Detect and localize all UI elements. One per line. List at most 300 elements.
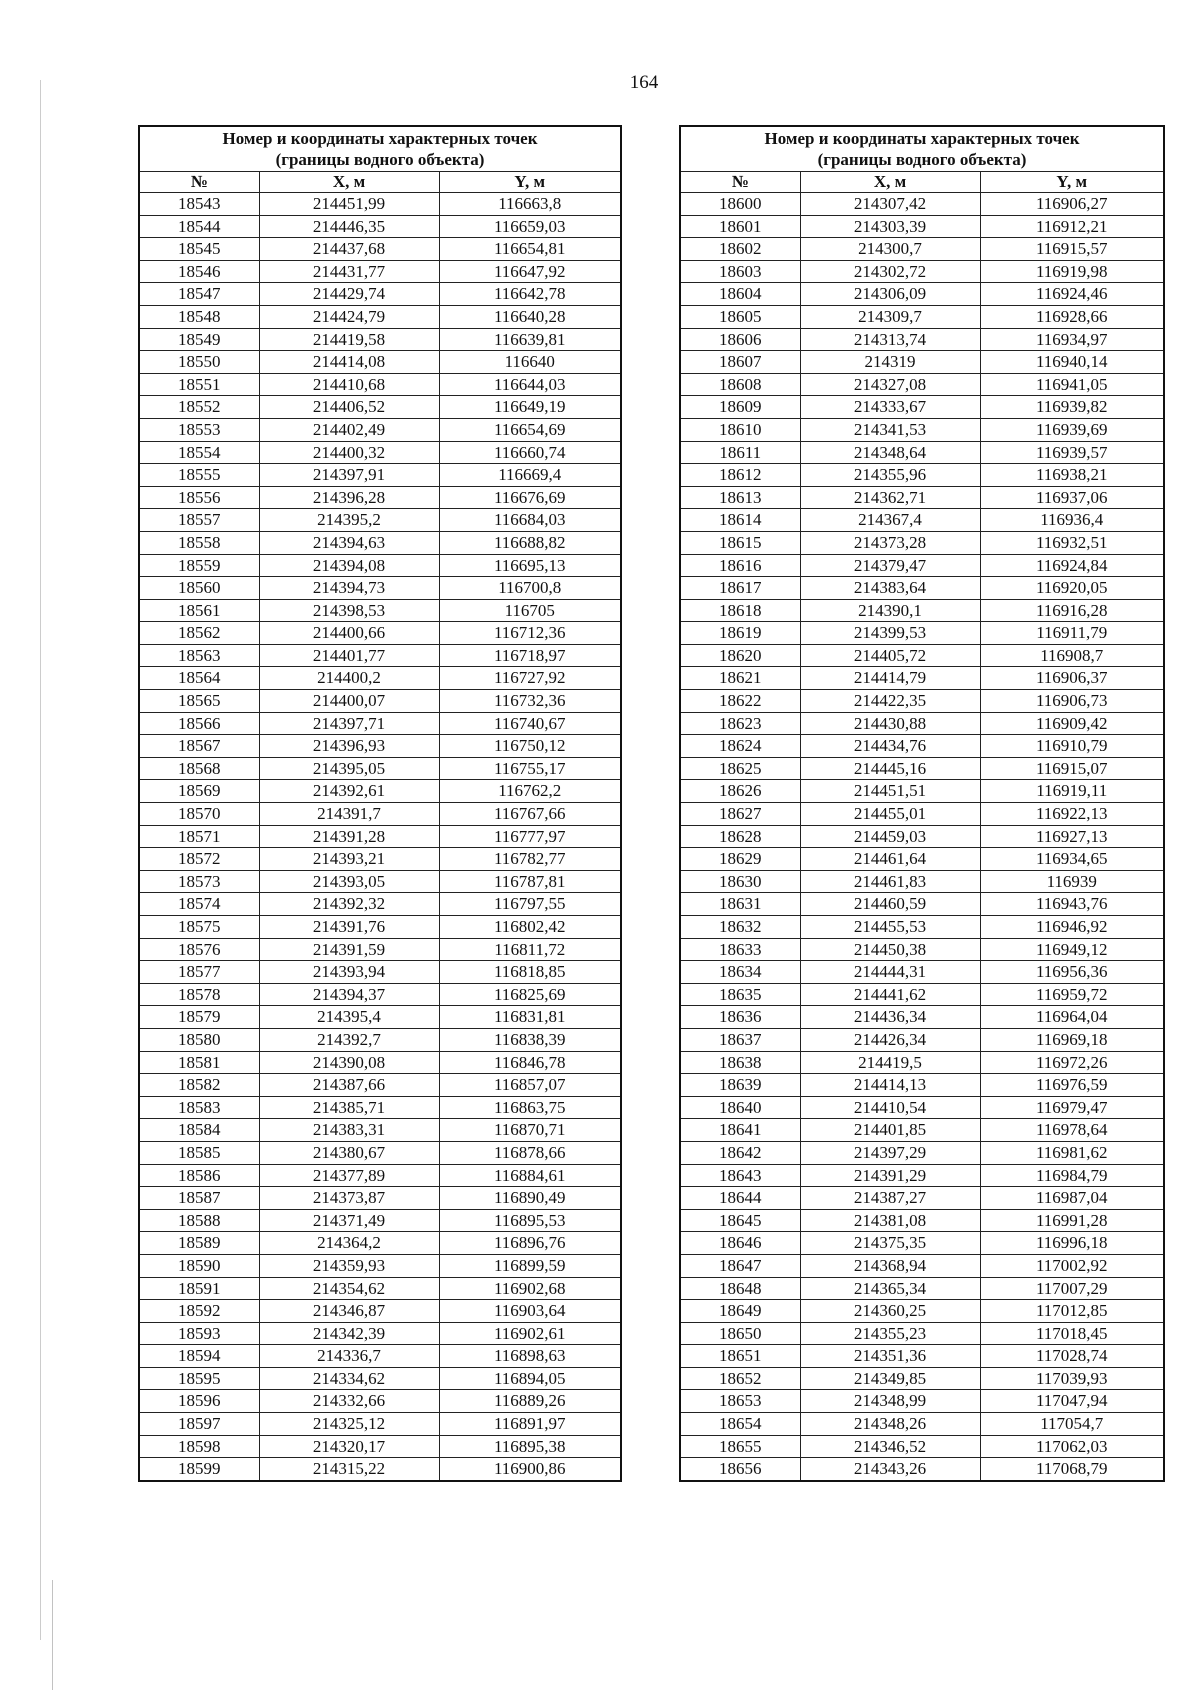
table-row bbox=[139, 735, 621, 758]
x-coordinate-cell: 214341,53 bbox=[800, 418, 980, 441]
y-coordinate-cell: 117047,94 bbox=[980, 1390, 1164, 1413]
point-number-cell: 18570 bbox=[139, 803, 259, 826]
point-number-cell: 18594 bbox=[139, 1345, 259, 1368]
table-row bbox=[680, 260, 1164, 283]
table-title-line1: Номер и координаты характерных точек bbox=[222, 129, 538, 148]
y-coordinate-cell: 116663,8 bbox=[439, 193, 621, 216]
y-coordinate-cell: 116984,79 bbox=[980, 1164, 1164, 1187]
table-row bbox=[680, 396, 1164, 419]
point-number-cell: 18638 bbox=[680, 1051, 800, 1074]
point-number-cell: 18641 bbox=[680, 1119, 800, 1142]
y-coordinate-cell: 116870,71 bbox=[439, 1119, 621, 1142]
point-number-cell: 18586 bbox=[139, 1164, 259, 1187]
table-row bbox=[139, 1006, 621, 1029]
y-coordinate-cell: 116649,19 bbox=[439, 396, 621, 419]
table-row bbox=[680, 577, 1164, 600]
x-coordinate-cell: 214300,7 bbox=[800, 238, 980, 261]
point-number-cell: 18604 bbox=[680, 283, 800, 306]
table-row bbox=[680, 622, 1164, 645]
point-number-cell: 18602 bbox=[680, 238, 800, 261]
x-coordinate-cell: 214410,54 bbox=[800, 1096, 980, 1119]
y-coordinate-cell: 116969,18 bbox=[980, 1028, 1164, 1051]
y-coordinate-cell: 116976,59 bbox=[980, 1074, 1164, 1097]
y-coordinate-cell: 116979,47 bbox=[980, 1096, 1164, 1119]
x-coordinate-cell: 214383,64 bbox=[800, 577, 980, 600]
table-row bbox=[139, 396, 621, 419]
y-coordinate-cell: 116640 bbox=[439, 351, 621, 374]
y-coordinate-cell: 116932,51 bbox=[980, 531, 1164, 554]
y-coordinate-cell: 116915,07 bbox=[980, 757, 1164, 780]
x-coordinate-cell: 214391,29 bbox=[800, 1164, 980, 1187]
y-coordinate-cell: 116755,17 bbox=[439, 757, 621, 780]
point-number-cell: 18637 bbox=[680, 1028, 800, 1051]
point-number-cell: 18572 bbox=[139, 848, 259, 871]
column-header-number: № bbox=[680, 172, 800, 193]
x-coordinate-cell: 214393,21 bbox=[259, 848, 439, 871]
x-coordinate-cell: 214360,25 bbox=[800, 1300, 980, 1323]
point-number-cell: 18575 bbox=[139, 916, 259, 939]
y-coordinate-cell: 116906,27 bbox=[980, 193, 1164, 216]
x-coordinate-cell: 214334,62 bbox=[259, 1367, 439, 1390]
point-number-cell: 18547 bbox=[139, 283, 259, 306]
x-coordinate-cell: 214395,2 bbox=[259, 509, 439, 532]
y-coordinate-cell: 116916,28 bbox=[980, 599, 1164, 622]
coordinates-table-left bbox=[138, 125, 622, 1482]
table-title-line1: Номер и координаты характерных точек bbox=[764, 129, 1080, 148]
point-number-cell: 18573 bbox=[139, 870, 259, 893]
point-number-cell: 18563 bbox=[139, 644, 259, 667]
point-number-cell: 18605 bbox=[680, 305, 800, 328]
x-coordinate-cell: 214424,79 bbox=[259, 305, 439, 328]
x-coordinate-cell: 214422,35 bbox=[800, 690, 980, 713]
x-coordinate-cell: 214355,96 bbox=[800, 464, 980, 487]
table-row bbox=[139, 870, 621, 893]
point-number-cell: 18600 bbox=[680, 193, 800, 216]
x-coordinate-cell: 214387,27 bbox=[800, 1187, 980, 1210]
y-coordinate-cell: 116705 bbox=[439, 599, 621, 622]
point-number-cell: 18620 bbox=[680, 644, 800, 667]
point-number-cell: 18582 bbox=[139, 1074, 259, 1097]
column-header-y: Y, м bbox=[980, 172, 1164, 193]
x-coordinate-cell: 214391,76 bbox=[259, 916, 439, 939]
table-row bbox=[139, 757, 621, 780]
y-coordinate-cell: 116818,85 bbox=[439, 961, 621, 984]
y-coordinate-cell: 116857,07 bbox=[439, 1074, 621, 1097]
table-row bbox=[139, 1119, 621, 1142]
x-coordinate-cell: 214392,32 bbox=[259, 893, 439, 916]
y-coordinate-cell: 117062,03 bbox=[980, 1435, 1164, 1458]
point-number-cell: 18622 bbox=[680, 690, 800, 713]
table-row bbox=[680, 983, 1164, 1006]
table-row bbox=[139, 825, 621, 848]
x-coordinate-cell: 214414,79 bbox=[800, 667, 980, 690]
x-coordinate-cell: 214401,85 bbox=[800, 1119, 980, 1142]
x-coordinate-cell: 214319 bbox=[800, 351, 980, 374]
x-coordinate-cell: 214348,64 bbox=[800, 441, 980, 464]
table-row bbox=[680, 803, 1164, 826]
table-row bbox=[680, 1096, 1164, 1119]
x-coordinate-cell: 214302,72 bbox=[800, 260, 980, 283]
point-number-cell: 18549 bbox=[139, 328, 259, 351]
point-number-cell: 18644 bbox=[680, 1187, 800, 1210]
y-coordinate-cell: 116956,36 bbox=[980, 961, 1164, 984]
y-coordinate-cell: 116659,03 bbox=[439, 215, 621, 238]
table-row bbox=[139, 961, 621, 984]
point-number-cell: 18597 bbox=[139, 1413, 259, 1436]
x-coordinate-cell: 214400,2 bbox=[259, 667, 439, 690]
x-coordinate-cell: 214309,7 bbox=[800, 305, 980, 328]
table-row bbox=[680, 1277, 1164, 1300]
y-coordinate-cell: 116939 bbox=[980, 870, 1164, 893]
y-coordinate-cell: 117018,45 bbox=[980, 1322, 1164, 1345]
point-number-cell: 18555 bbox=[139, 464, 259, 487]
table-row bbox=[680, 328, 1164, 351]
x-coordinate-cell: 214342,39 bbox=[259, 1322, 439, 1345]
point-number-cell: 18560 bbox=[139, 577, 259, 600]
y-coordinate-cell: 116899,59 bbox=[439, 1254, 621, 1277]
x-coordinate-cell: 214327,08 bbox=[800, 373, 980, 396]
table-row bbox=[680, 441, 1164, 464]
point-number-cell: 18609 bbox=[680, 396, 800, 419]
point-number-cell: 18592 bbox=[139, 1300, 259, 1323]
y-coordinate-cell: 116981,62 bbox=[980, 1141, 1164, 1164]
point-number-cell: 18613 bbox=[680, 486, 800, 509]
point-number-cell: 18606 bbox=[680, 328, 800, 351]
y-coordinate-cell: 116797,55 bbox=[439, 893, 621, 916]
x-coordinate-cell: 214419,5 bbox=[800, 1051, 980, 1074]
table-title-line2: (границы водного объекта) bbox=[817, 150, 1027, 169]
x-coordinate-cell: 214380,67 bbox=[259, 1141, 439, 1164]
y-coordinate-cell: 116684,03 bbox=[439, 509, 621, 532]
y-coordinate-cell: 116732,36 bbox=[439, 690, 621, 713]
table-row bbox=[680, 1164, 1164, 1187]
point-number-cell: 18607 bbox=[680, 351, 800, 374]
point-number-cell: 18615 bbox=[680, 531, 800, 554]
y-coordinate-cell: 116787,81 bbox=[439, 870, 621, 893]
table-row bbox=[139, 622, 621, 645]
table-row bbox=[139, 554, 621, 577]
y-coordinate-cell: 116928,66 bbox=[980, 305, 1164, 328]
y-coordinate-cell: 116903,64 bbox=[439, 1300, 621, 1323]
table-row bbox=[680, 1209, 1164, 1232]
table-row bbox=[139, 690, 621, 713]
x-coordinate-cell: 214336,7 bbox=[259, 1345, 439, 1368]
table-row bbox=[139, 938, 621, 961]
point-number-cell: 18590 bbox=[139, 1254, 259, 1277]
point-number-cell: 18639 bbox=[680, 1074, 800, 1097]
point-number-cell: 18627 bbox=[680, 803, 800, 826]
x-coordinate-cell: 214398,53 bbox=[259, 599, 439, 622]
y-coordinate-cell: 116700,8 bbox=[439, 577, 621, 600]
table-row bbox=[680, 916, 1164, 939]
y-coordinate-cell: 116660,74 bbox=[439, 441, 621, 464]
y-coordinate-cell: 116996,18 bbox=[980, 1232, 1164, 1255]
point-number-cell: 18608 bbox=[680, 373, 800, 396]
table-row bbox=[680, 418, 1164, 441]
table-row bbox=[139, 486, 621, 509]
y-coordinate-cell: 116906,73 bbox=[980, 690, 1164, 713]
x-coordinate-cell: 214359,93 bbox=[259, 1254, 439, 1277]
table-row bbox=[680, 735, 1164, 758]
table-row bbox=[139, 260, 621, 283]
table-row bbox=[139, 1074, 621, 1097]
column-header-x: X, м bbox=[800, 172, 980, 193]
x-coordinate-cell: 214303,39 bbox=[800, 215, 980, 238]
point-number-cell: 18553 bbox=[139, 418, 259, 441]
y-coordinate-cell: 116919,11 bbox=[980, 780, 1164, 803]
table-row bbox=[680, 1006, 1164, 1029]
y-coordinate-cell: 116924,46 bbox=[980, 283, 1164, 306]
y-coordinate-cell: 116909,42 bbox=[980, 712, 1164, 735]
x-coordinate-cell: 214364,2 bbox=[259, 1232, 439, 1255]
x-coordinate-cell: 214346,52 bbox=[800, 1435, 980, 1458]
column-header-y: Y, м bbox=[439, 172, 621, 193]
point-number-cell: 18656 bbox=[680, 1458, 800, 1481]
x-coordinate-cell: 214390,1 bbox=[800, 599, 980, 622]
y-coordinate-cell: 116964,04 bbox=[980, 1006, 1164, 1029]
y-coordinate-cell: 116811,72 bbox=[439, 938, 621, 961]
y-coordinate-cell: 116915,57 bbox=[980, 238, 1164, 261]
x-coordinate-cell: 214399,53 bbox=[800, 622, 980, 645]
y-coordinate-cell: 116718,97 bbox=[439, 644, 621, 667]
point-number-cell: 18544 bbox=[139, 215, 259, 238]
point-number-cell: 18567 bbox=[139, 735, 259, 758]
x-coordinate-cell: 214392,61 bbox=[259, 780, 439, 803]
point-number-cell: 18577 bbox=[139, 961, 259, 984]
point-number-cell: 18545 bbox=[139, 238, 259, 261]
point-number-cell: 18652 bbox=[680, 1367, 800, 1390]
x-coordinate-cell: 214434,76 bbox=[800, 735, 980, 758]
x-coordinate-cell: 214402,49 bbox=[259, 418, 439, 441]
table-row bbox=[139, 1254, 621, 1277]
table-title bbox=[139, 126, 621, 172]
point-number-cell: 18566 bbox=[139, 712, 259, 735]
x-coordinate-cell: 214419,58 bbox=[259, 328, 439, 351]
y-coordinate-cell: 116906,37 bbox=[980, 667, 1164, 690]
point-number-cell: 18642 bbox=[680, 1141, 800, 1164]
y-coordinate-cell: 116669,4 bbox=[439, 464, 621, 487]
table-row bbox=[139, 983, 621, 1006]
x-coordinate-cell: 214394,63 bbox=[259, 531, 439, 554]
table-row bbox=[680, 870, 1164, 893]
y-coordinate-cell: 116647,92 bbox=[439, 260, 621, 283]
x-coordinate-cell: 214437,68 bbox=[259, 238, 439, 261]
point-number-cell: 18646 bbox=[680, 1232, 800, 1255]
x-coordinate-cell: 214332,66 bbox=[259, 1390, 439, 1413]
x-coordinate-cell: 214400,66 bbox=[259, 622, 439, 645]
x-coordinate-cell: 214385,71 bbox=[259, 1096, 439, 1119]
table-body bbox=[139, 193, 621, 1481]
y-coordinate-cell: 116949,12 bbox=[980, 938, 1164, 961]
point-number-cell: 18616 bbox=[680, 554, 800, 577]
y-coordinate-cell: 116934,97 bbox=[980, 328, 1164, 351]
table-row bbox=[680, 1141, 1164, 1164]
y-coordinate-cell: 116939,57 bbox=[980, 441, 1164, 464]
point-number-cell: 18599 bbox=[139, 1458, 259, 1481]
x-coordinate-cell: 214410,68 bbox=[259, 373, 439, 396]
table-row bbox=[680, 1051, 1164, 1074]
point-number-cell: 18554 bbox=[139, 441, 259, 464]
x-coordinate-cell: 214354,62 bbox=[259, 1277, 439, 1300]
y-coordinate-cell: 116889,26 bbox=[439, 1390, 621, 1413]
table-row bbox=[139, 193, 621, 216]
table-row bbox=[680, 305, 1164, 328]
table-row bbox=[139, 848, 621, 871]
x-coordinate-cell: 214394,73 bbox=[259, 577, 439, 600]
x-coordinate-cell: 214307,42 bbox=[800, 193, 980, 216]
point-number-cell: 18612 bbox=[680, 464, 800, 487]
x-coordinate-cell: 214377,89 bbox=[259, 1164, 439, 1187]
table-row bbox=[139, 1051, 621, 1074]
y-coordinate-cell: 117028,74 bbox=[980, 1345, 1164, 1368]
point-number-cell: 18576 bbox=[139, 938, 259, 961]
point-number-cell: 18611 bbox=[680, 441, 800, 464]
x-coordinate-cell: 214333,67 bbox=[800, 396, 980, 419]
point-number-cell: 18558 bbox=[139, 531, 259, 554]
point-number-cell: 18633 bbox=[680, 938, 800, 961]
point-number-cell: 18634 bbox=[680, 961, 800, 984]
y-coordinate-cell: 116676,69 bbox=[439, 486, 621, 509]
y-coordinate-cell: 117054,7 bbox=[980, 1413, 1164, 1436]
table-row bbox=[139, 893, 621, 916]
table-row bbox=[139, 531, 621, 554]
y-coordinate-cell: 117007,29 bbox=[980, 1277, 1164, 1300]
y-coordinate-cell: 116902,68 bbox=[439, 1277, 621, 1300]
table-row bbox=[139, 238, 621, 261]
table-row bbox=[680, 690, 1164, 713]
point-number-cell: 18596 bbox=[139, 1390, 259, 1413]
point-number-cell: 18624 bbox=[680, 735, 800, 758]
table-row bbox=[680, 1119, 1164, 1142]
x-coordinate-cell: 214313,74 bbox=[800, 328, 980, 351]
x-coordinate-cell: 214320,17 bbox=[259, 1435, 439, 1458]
table-row bbox=[139, 1028, 621, 1051]
table-row bbox=[139, 1141, 621, 1164]
x-coordinate-cell: 214391,28 bbox=[259, 825, 439, 848]
x-coordinate-cell: 214401,77 bbox=[259, 644, 439, 667]
y-coordinate-cell: 116894,05 bbox=[439, 1367, 621, 1390]
point-number-cell: 18581 bbox=[139, 1051, 259, 1074]
table-row bbox=[680, 509, 1164, 532]
point-number-cell: 18603 bbox=[680, 260, 800, 283]
y-coordinate-cell: 116898,63 bbox=[439, 1345, 621, 1368]
y-coordinate-cell: 116838,39 bbox=[439, 1028, 621, 1051]
point-number-cell: 18645 bbox=[680, 1209, 800, 1232]
x-coordinate-cell: 214355,23 bbox=[800, 1322, 980, 1345]
point-number-cell: 18621 bbox=[680, 667, 800, 690]
point-number-cell: 18578 bbox=[139, 983, 259, 1006]
x-coordinate-cell: 214343,26 bbox=[800, 1458, 980, 1481]
y-coordinate-cell: 116987,04 bbox=[980, 1187, 1164, 1210]
table-row bbox=[139, 509, 621, 532]
table-row bbox=[139, 1322, 621, 1345]
column-header-x: X, м bbox=[259, 172, 439, 193]
x-coordinate-cell: 214441,62 bbox=[800, 983, 980, 1006]
y-coordinate-cell: 116654,69 bbox=[439, 418, 621, 441]
point-number-cell: 18628 bbox=[680, 825, 800, 848]
point-number-cell: 18648 bbox=[680, 1277, 800, 1300]
y-coordinate-cell: 116959,72 bbox=[980, 983, 1164, 1006]
y-coordinate-cell: 116939,82 bbox=[980, 396, 1164, 419]
x-coordinate-cell: 214394,37 bbox=[259, 983, 439, 1006]
y-coordinate-cell: 116767,66 bbox=[439, 803, 621, 826]
y-coordinate-cell: 116978,64 bbox=[980, 1119, 1164, 1142]
x-coordinate-cell: 214348,26 bbox=[800, 1413, 980, 1436]
y-coordinate-cell: 116782,77 bbox=[439, 848, 621, 871]
point-number-cell: 18589 bbox=[139, 1232, 259, 1255]
point-number-cell: 18579 bbox=[139, 1006, 259, 1029]
x-coordinate-cell: 214455,53 bbox=[800, 916, 980, 939]
x-coordinate-cell: 214387,66 bbox=[259, 1074, 439, 1097]
point-number-cell: 18557 bbox=[139, 509, 259, 532]
table-row bbox=[680, 1254, 1164, 1277]
table-row bbox=[139, 1232, 621, 1255]
y-coordinate-cell: 116910,79 bbox=[980, 735, 1164, 758]
table-row bbox=[680, 1322, 1164, 1345]
point-number-cell: 18556 bbox=[139, 486, 259, 509]
point-number-cell: 18551 bbox=[139, 373, 259, 396]
x-coordinate-cell: 214368,94 bbox=[800, 1254, 980, 1277]
point-number-cell: 18561 bbox=[139, 599, 259, 622]
point-number-cell: 18569 bbox=[139, 780, 259, 803]
x-coordinate-cell: 214414,08 bbox=[259, 351, 439, 374]
table-row bbox=[680, 1345, 1164, 1368]
y-coordinate-cell: 116688,82 bbox=[439, 531, 621, 554]
point-number-cell: 18651 bbox=[680, 1345, 800, 1368]
point-number-cell: 18650 bbox=[680, 1322, 800, 1345]
table-row bbox=[680, 1187, 1164, 1210]
table-body bbox=[680, 193, 1164, 1481]
point-number-cell: 18623 bbox=[680, 712, 800, 735]
table-row bbox=[680, 848, 1164, 871]
x-coordinate-cell: 214373,28 bbox=[800, 531, 980, 554]
y-coordinate-cell: 116912,21 bbox=[980, 215, 1164, 238]
point-number-cell: 18588 bbox=[139, 1209, 259, 1232]
x-coordinate-cell: 214396,93 bbox=[259, 735, 439, 758]
y-coordinate-cell: 116972,26 bbox=[980, 1051, 1164, 1074]
x-coordinate-cell: 214375,35 bbox=[800, 1232, 980, 1255]
x-coordinate-cell: 214455,01 bbox=[800, 803, 980, 826]
table-row bbox=[139, 464, 621, 487]
point-number-cell: 18552 bbox=[139, 396, 259, 419]
y-coordinate-cell: 116946,92 bbox=[980, 916, 1164, 939]
x-coordinate-cell: 214362,71 bbox=[800, 486, 980, 509]
y-coordinate-cell: 116762,2 bbox=[439, 780, 621, 803]
y-coordinate-cell: 116644,03 bbox=[439, 373, 621, 396]
page-number: 164 bbox=[629, 72, 659, 93]
point-number-cell: 18546 bbox=[139, 260, 259, 283]
point-number-cell: 18568 bbox=[139, 757, 259, 780]
x-coordinate-cell: 214371,49 bbox=[259, 1209, 439, 1232]
y-coordinate-cell: 116640,28 bbox=[439, 305, 621, 328]
x-coordinate-cell: 214325,12 bbox=[259, 1413, 439, 1436]
x-coordinate-cell: 214348,99 bbox=[800, 1390, 980, 1413]
scan-edge-mark bbox=[52, 1580, 53, 1690]
y-coordinate-cell: 116936,4 bbox=[980, 509, 1164, 532]
y-coordinate-cell: 116878,66 bbox=[439, 1141, 621, 1164]
x-coordinate-cell: 214392,7 bbox=[259, 1028, 439, 1051]
y-coordinate-cell: 116991,28 bbox=[980, 1209, 1164, 1232]
x-coordinate-cell: 214393,94 bbox=[259, 961, 439, 984]
point-number-cell: 18619 bbox=[680, 622, 800, 645]
table-row bbox=[680, 1413, 1164, 1436]
y-coordinate-cell: 117012,85 bbox=[980, 1300, 1164, 1323]
point-number-cell: 18548 bbox=[139, 305, 259, 328]
table-row bbox=[139, 667, 621, 690]
table-row bbox=[680, 1232, 1164, 1255]
table-row bbox=[680, 1458, 1164, 1481]
y-coordinate-cell: 116943,76 bbox=[980, 893, 1164, 916]
